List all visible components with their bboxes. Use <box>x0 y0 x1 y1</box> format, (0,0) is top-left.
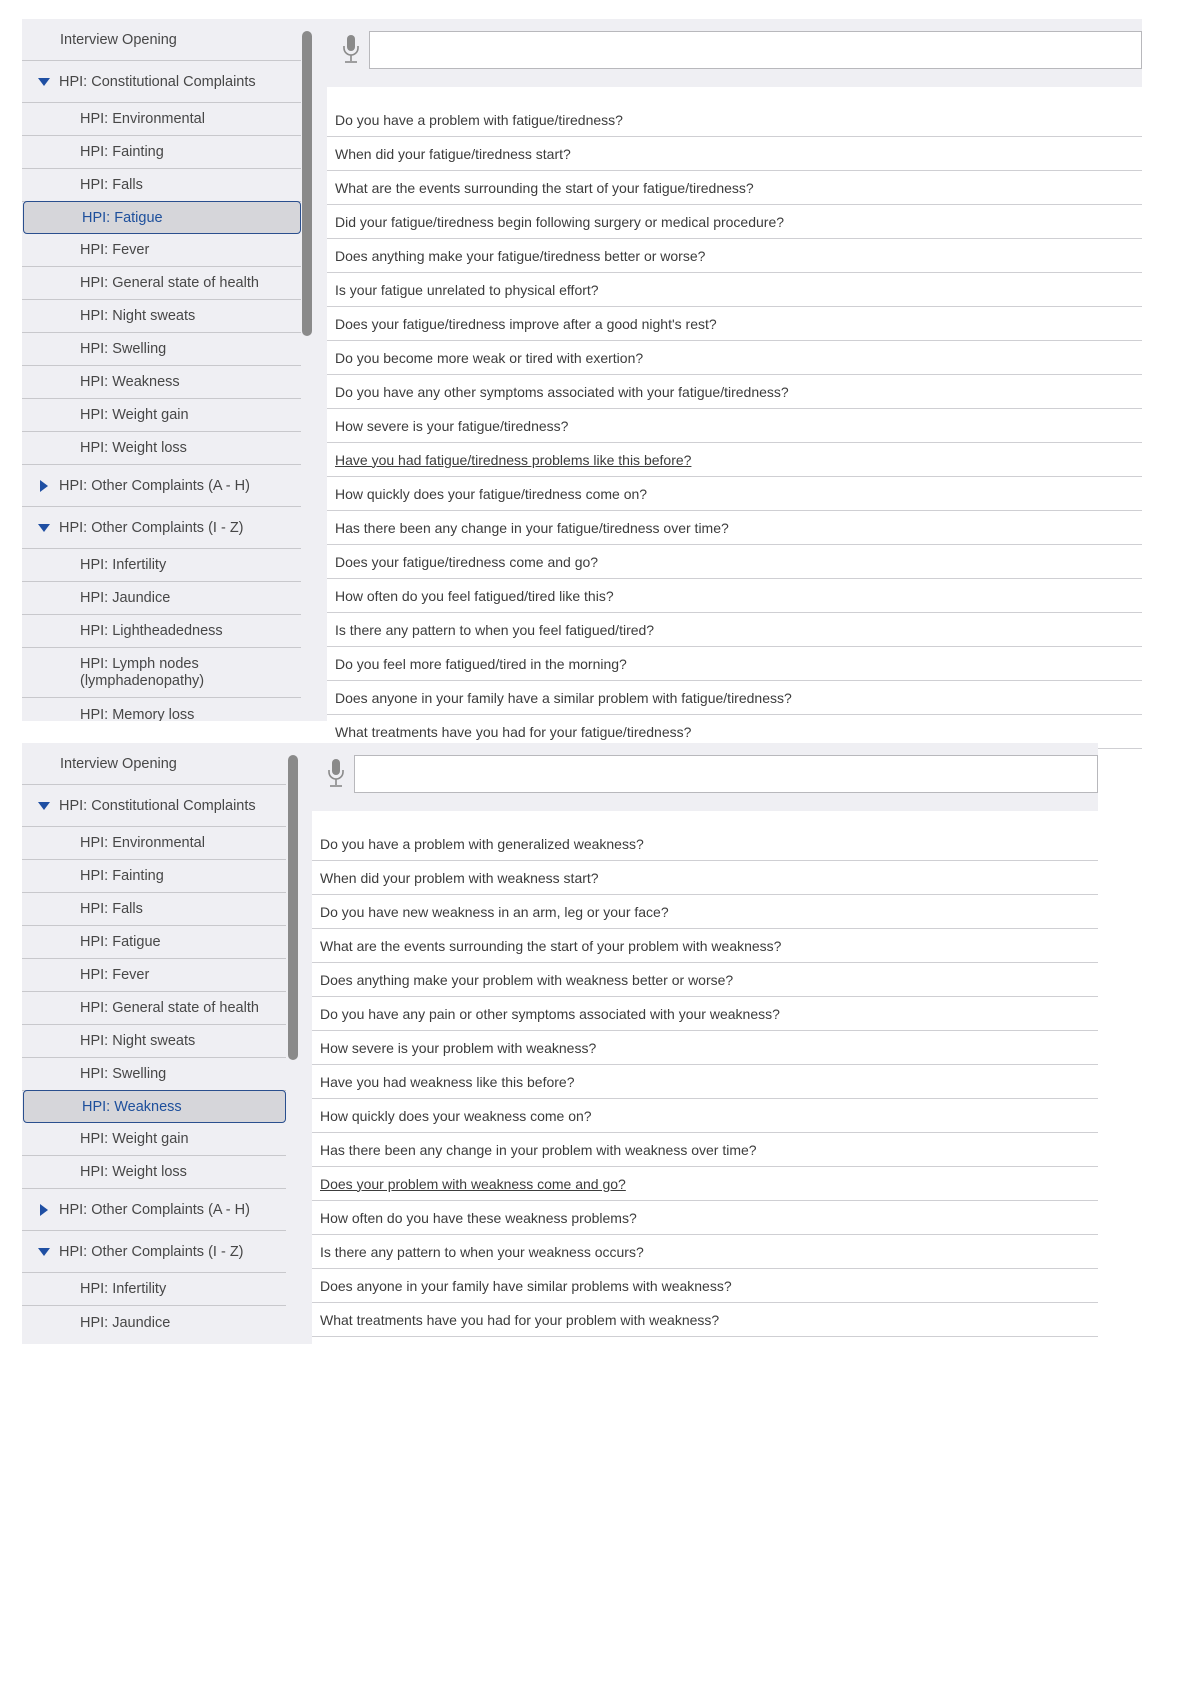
sidebar-item-label: HPI: Constitutional Complaints <box>59 73 256 90</box>
search-bar <box>312 743 1098 811</box>
sidebar-item-swelling[interactable] <box>22 1058 286 1091</box>
sidebar-item-label: HPI: Fainting <box>80 144 164 160</box>
question-row[interactable]: How severe is your problem with weakness? <box>312 1031 1098 1065</box>
question-row[interactable]: Did your fatigue/tiredness begin following surgery or medical procedure? <box>327 205 1142 239</box>
search-input[interactable] <box>369 31 1142 69</box>
sidebar-item-general-state-of-health[interactable] <box>22 992 286 1025</box>
question-row[interactable]: Does anything make your problem with weakness better or worse? <box>312 963 1098 997</box>
collapsed-triangle-icon[interactable] <box>40 1204 48 1216</box>
sidebar-item-label: HPI: Weight loss <box>80 440 187 456</box>
sidebar-item-fever[interactable] <box>22 959 286 992</box>
question-row[interactable]: Have you had fatigue/tiredness problems like this before? <box>327 443 1142 477</box>
sidebar-item-label: HPI: Weakness <box>82 1098 182 1115</box>
sidebar-item-weakness[interactable] <box>23 1090 286 1123</box>
question-row[interactable]: What are the events surrounding the start of your problem with weakness? <box>312 929 1098 963</box>
sidebar-item-label: HPI: Other Complaints (I - Z) <box>59 1243 244 1260</box>
sidebar-item-falls[interactable] <box>22 169 301 202</box>
sidebar-item-label: HPI: Jaundice <box>80 1314 171 1331</box>
question-row[interactable]: Does anything make your fatigue/tiredness better or worse? <box>327 239 1142 273</box>
sidebar-item-label: HPI: Swelling <box>80 1066 167 1082</box>
question-row[interactable]: How often do you have these weakness problems? <box>312 1201 1098 1235</box>
topic-sidebar <box>22 19 327 721</box>
sidebar-item-swelling[interactable] <box>22 333 301 366</box>
question-row[interactable]: Has there been any change in your fatigue/tiredness over time? <box>327 511 1142 545</box>
question-row[interactable]: Does anyone in your family have similar problems with weakness? <box>312 1269 1098 1303</box>
sidebar-item-infertility[interactable] <box>22 549 301 582</box>
sidebar-item-label: HPI: Constitutional Complaints <box>59 797 256 814</box>
sidebar-item-label: HPI: Weight loss <box>80 1164 187 1180</box>
question-row[interactable]: When did your problem with weakness start? <box>312 861 1098 895</box>
sidebar-item-jaundice[interactable] <box>22 1306 286 1339</box>
sidebar-item-label: HPI: Falls <box>80 177 143 193</box>
sidebar-item-label: HPI: Fever <box>80 242 150 258</box>
question-row[interactable]: Have you had weakness like this before? <box>312 1065 1098 1099</box>
sidebar-group-other-complaints-i-z[interactable] <box>22 507 301 549</box>
topic-list <box>22 19 327 721</box>
interview-panel-fatigue <box>22 19 1142 740</box>
sidebar-item-weight-loss[interactable] <box>22 1156 286 1189</box>
sidebar-item-night-sweats[interactable] <box>22 1025 286 1058</box>
sidebar-item-label: HPI: Fatigue <box>80 934 161 950</box>
sidebar-item-label: HPI: Night sweats <box>80 308 196 324</box>
sidebar-item-label: HPI: Weakness <box>80 374 180 390</box>
sidebar-item-weight-gain[interactable] <box>22 1123 286 1156</box>
sidebar-item-fatigue[interactable] <box>23 201 301 234</box>
question-row[interactable]: Do you have new weakness in an arm, leg or your face? <box>312 895 1098 929</box>
question-row[interactable]: Do you feel more fatigued/tired in the morning? <box>327 647 1142 681</box>
question-pane <box>327 19 1142 740</box>
sidebar-item-general-state-of-health[interactable] <box>22 267 301 300</box>
sidebar-item-lightheadedness[interactable] <box>22 615 301 648</box>
sidebar-item-label: HPI: Fever <box>80 967 150 983</box>
sidebar-item-label: HPI: Jaundice <box>80 590 171 606</box>
question-row[interactable]: Does your problem with weakness come and go? <box>312 1167 1098 1201</box>
sidebar-item-label: HPI: Infertility <box>80 1281 167 1297</box>
question-row[interactable]: How quickly does your fatigue/tiredness come on? <box>327 477 1142 511</box>
question-row[interactable]: Does your fatigue/tiredness come and go? <box>327 545 1142 579</box>
sidebar-group-other-complaints-a-h[interactable] <box>22 465 301 507</box>
sidebar-item-label: HPI: Lymph nodes (lymphadenopathy) <box>80 655 205 689</box>
sidebar-item-falls[interactable] <box>22 893 286 926</box>
sidebar-item-label: HPI: General state of health <box>80 1000 259 1016</box>
question-row[interactable]: Does anyone in your family have a similar problem with fatigue/tiredness? <box>327 681 1142 715</box>
sidebar-item-interview-opening[interactable] <box>22 743 286 785</box>
search-input[interactable] <box>354 755 1098 793</box>
topic-sidebar <box>22 743 312 1344</box>
question-row[interactable]: Do you have any other symptoms associated with your fatigue/tiredness? <box>327 375 1142 409</box>
expanded-triangle-icon[interactable] <box>38 1248 50 1256</box>
expanded-triangle-icon[interactable] <box>38 802 50 810</box>
sidebar-item-fever[interactable] <box>22 234 301 267</box>
sidebar-item-label: HPI: General state of health <box>80 275 259 291</box>
question-row[interactable]: How often do you feel fatigued/tired like this? <box>327 579 1142 613</box>
sidebar-scrollbar[interactable] <box>288 755 298 1060</box>
sidebar-item-label: Interview Opening <box>60 755 177 772</box>
collapsed-triangle-icon[interactable] <box>40 480 48 492</box>
expanded-triangle-icon[interactable] <box>38 78 50 86</box>
sidebar-item-weight-loss[interactable] <box>22 432 301 465</box>
sidebar-item-label: Interview Opening <box>60 31 177 48</box>
question-list <box>327 103 1142 749</box>
sidebar-item-label: HPI: Environmental <box>80 835 205 851</box>
sidebar-item-label: HPI: Night sweats <box>80 1033 196 1049</box>
sidebar-item-label: HPI: Fatigue <box>82 209 163 226</box>
question-row[interactable]: Is there any pattern to when your weakness occurs? <box>312 1235 1098 1269</box>
sidebar-item-fainting[interactable] <box>22 136 301 169</box>
question-row[interactable]: How severe is your fatigue/tiredness? <box>327 409 1142 443</box>
sidebar-item-label: HPI: Fainting <box>80 868 164 884</box>
sidebar-item-weakness[interactable] <box>22 366 301 399</box>
question-row[interactable]: Do you have a problem with generalized weakness? <box>312 827 1098 861</box>
question-row[interactable]: What are the events surrounding the start of your fatigue/tiredness? <box>327 171 1142 205</box>
question-row[interactable]: Does your fatigue/tiredness improve after a good night's rest? <box>327 307 1142 341</box>
sidebar-item-label: HPI: Lightheadedness <box>80 623 223 639</box>
sidebar-item-environmental[interactable] <box>22 103 301 136</box>
sidebar-group-constitutional-complaints[interactable] <box>22 61 301 103</box>
sidebar-item-label: HPI: Environmental <box>80 111 205 127</box>
sidebar-item-interview-opening[interactable] <box>22 19 301 61</box>
topic-list <box>22 743 312 1339</box>
sidebar-item-label: HPI: Infertility <box>80 557 167 573</box>
sidebar-group-other-complaints-i-z[interactable] <box>22 1231 286 1273</box>
sidebar-item-lymph-nodes-lymphadenopathy[interactable] <box>22 648 301 698</box>
question-list <box>312 827 1098 1337</box>
sidebar-item-label: HPI: Falls <box>80 901 143 917</box>
sidebar-item-fatigue[interactable] <box>22 926 286 959</box>
question-row[interactable]: Do you have any pain or other symptoms associated with your weakness? <box>312 997 1098 1031</box>
sidebar-item-label: HPI: Other Complaints (A - H) <box>59 477 250 494</box>
question-row[interactable]: Is there any pattern to when you feel fatigued/tired? <box>327 613 1142 647</box>
question-row[interactable]: Do you become more weak or tired with exertion? <box>327 341 1142 375</box>
question-row[interactable]: What treatments have you had for your fatigue/tiredness? <box>327 715 1142 749</box>
sidebar-group-constitutional-complaints[interactable] <box>22 785 286 827</box>
question-row[interactable]: Has there been any change in your problem with weakness over time? <box>312 1133 1098 1167</box>
expanded-triangle-icon[interactable] <box>38 524 50 532</box>
sidebar-item-label: HPI: Memory loss <box>80 706 195 721</box>
search-bar <box>327 19 1142 87</box>
microphone-icon[interactable] <box>341 33 361 65</box>
sidebar-scrollbar[interactable] <box>302 31 312 336</box>
sidebar-item-label: HPI: Other Complaints (A - H) <box>59 1201 250 1218</box>
interview-panel-weakness <box>22 743 1098 1344</box>
question-row[interactable]: What treatments have you had for your problem with weakness? <box>312 1303 1098 1337</box>
sidebar-item-label: HPI: Other Complaints (I - Z) <box>59 519 244 536</box>
sidebar-item-weight-gain[interactable] <box>22 399 301 432</box>
sidebar-item-label: HPI: Weight gain <box>80 1131 189 1147</box>
sidebar-item-memory-loss[interactable] <box>22 698 301 721</box>
sidebar-group-other-complaints-a-h[interactable] <box>22 1189 286 1231</box>
sidebar-item-label: HPI: Swelling <box>80 341 167 357</box>
question-row[interactable]: When did your fatigue/tiredness start? <box>327 137 1142 171</box>
sidebar-item-night-sweats[interactable] <box>22 300 301 333</box>
sidebar-item-fainting[interactable] <box>22 860 286 893</box>
question-row[interactable]: How quickly does your weakness come on? <box>312 1099 1098 1133</box>
sidebar-item-infertility[interactable] <box>22 1273 286 1306</box>
question-row[interactable]: Do you have a problem with fatigue/tiredness? <box>327 103 1142 137</box>
sidebar-item-jaundice[interactable] <box>22 582 301 615</box>
sidebar-item-label: HPI: Weight gain <box>80 407 189 423</box>
sidebar-item-environmental[interactable] <box>22 827 286 860</box>
question-row[interactable]: Is your fatigue unrelated to physical effort? <box>327 273 1142 307</box>
question-pane <box>312 743 1098 1344</box>
microphone-icon[interactable] <box>326 757 346 789</box>
